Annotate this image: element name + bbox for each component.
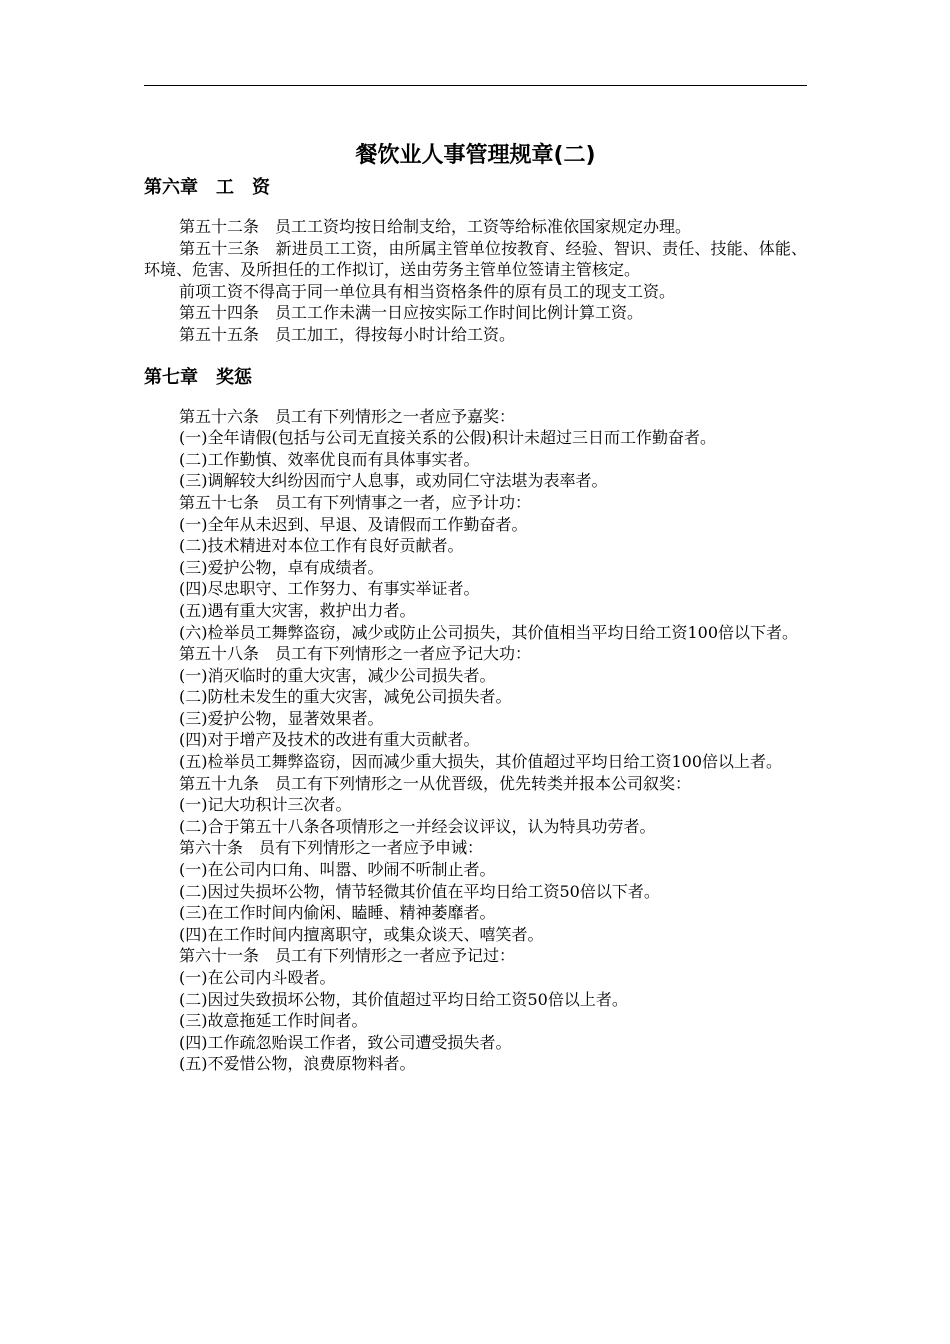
paragraph: (三)爱护公物，卓有成绩者。 (179, 557, 384, 577)
paragraph: (四)在工作时间内擅离职守，或集众谈天、嘻笑者。 (179, 924, 544, 944)
document-title: 餐饮业人事管理规章(二) (355, 143, 596, 168)
paragraph: (五)遇有重大灾害，救护出力者。 (179, 600, 416, 620)
paragraph: (四)工作疏忽贻误工作者，致公司遭受损失者。 (179, 1032, 512, 1052)
paragraph: (五)不爱惜公物，浪费原物料者。 (179, 1054, 416, 1074)
paragraph: (一)全年从未迟到、早退、及请假而工作勤奋者。 (179, 514, 528, 534)
paragraph: (四)尽忠职守、工作努力、有事实举证者。 (179, 579, 480, 599)
paragraph: (二)因过失损坏公物，情节轻微其价值在平均日给工资50倍以下者。 (179, 881, 660, 901)
chapter-heading: 第七章 奖惩 (144, 366, 252, 388)
paragraph: (二)工作勤慎、效率优良而有具体事实者。 (179, 449, 480, 469)
paragraph: (五)检举员工舞弊盗窃，因而减少重大损失，其价值超过平均日给工资100倍以上者。 (179, 752, 783, 772)
paragraph: 第五十九条 员工有下列情形之一从优晋级，优先转类并报本公司叙奖： (179, 773, 692, 793)
header-rule (144, 85, 807, 86)
chapter-7 (144, 364, 807, 1075)
paragraph: 第五十三条 新进员工工资，由所属主管单位按教育、经验、智识、责任、技能、体能、环境、危害、及所担任的工作拟订，送由劳务主管单位签请主管核定。 (144, 238, 807, 280)
paragraph: 第五十八条 员工有下列情形之一者应予记大功： (179, 644, 532, 664)
paragraph: 第五十六条 员工有下列情形之一者应予嘉奖： (179, 406, 516, 426)
paragraph: (二)合于第五十八条各项情形之一并经会议评议，认为特具功劳者。 (179, 816, 656, 836)
paragraph: (二)技术精进对本位工作有良好贡献者。 (179, 536, 464, 556)
paragraph: (六)检举员工舞弊盗窃，减少或防止公司损失，其价值相当平均日给工资100倍以下者。 (179, 622, 799, 642)
paragraph: (三)调解较大纠纷因而宁人息事，或劝同仁守法堪为表率者。 (179, 471, 608, 491)
paragraph: 第六十一条 员工有下列情形之一者应予记过： (179, 946, 516, 966)
chapter-6 (144, 174, 807, 346)
paragraph: 第五十二条 员工工资均按日给制支给，工资等给标准依国家规定办理。 (179, 217, 692, 236)
chapter-paragraphs (144, 406, 807, 1075)
paragraph: (一)在公司内口角、叫嚣、吵闹不听制止者。 (179, 860, 496, 880)
paragraph: 前项工资不得高于同一单位具有相当资格条件的原有员工的现支工资。 (179, 281, 676, 301)
chapter-heading: 第六章 工 资 (144, 177, 270, 198)
paragraph: (三)故意拖延工作时间者。 (179, 1011, 368, 1031)
paragraph: (一)记大功积计三次者。 (179, 795, 352, 815)
paragraph: 第五十四条 员工工作未满一日应按实际工作时间比例计算工资。 (179, 303, 644, 323)
paragraph: (一)消灭临时的重大灾害，减少公司损失者。 (179, 665, 496, 685)
paragraph: (三)在工作时间内偷闲、瞌睡、精神萎靡者。 (179, 903, 496, 923)
paragraph: 第五十七条 员工有下列情事之一者，应予计功： (179, 492, 532, 512)
paragraph: 第六十条 员有下列情形之一者应予申诫： (179, 838, 484, 858)
paragraph: (一)在公司内斗殴者。 (179, 968, 336, 987)
paragraph: (四)对于增产及技术的改进有重大贡献者。 (179, 730, 480, 750)
paragraph: (一)全年请假(包括与公司无直接关系的公假)积计未超过三日而工作勤奋者。 (179, 428, 716, 448)
paragraph: (二)防杜未发生的重大灾害，减免公司损失者。 (179, 687, 512, 707)
document-body (144, 140, 807, 1075)
paragraph: 第五十五条 员工加工，得按每小时计给工资。 (179, 324, 516, 344)
chapter-paragraphs (144, 216, 807, 346)
paragraph: (三)爱护公物，显著效果者。 (179, 708, 384, 728)
paragraph: (二)因过失致损坏公物，其价值超过平均日给工资50倍以上者。 (179, 989, 628, 1009)
